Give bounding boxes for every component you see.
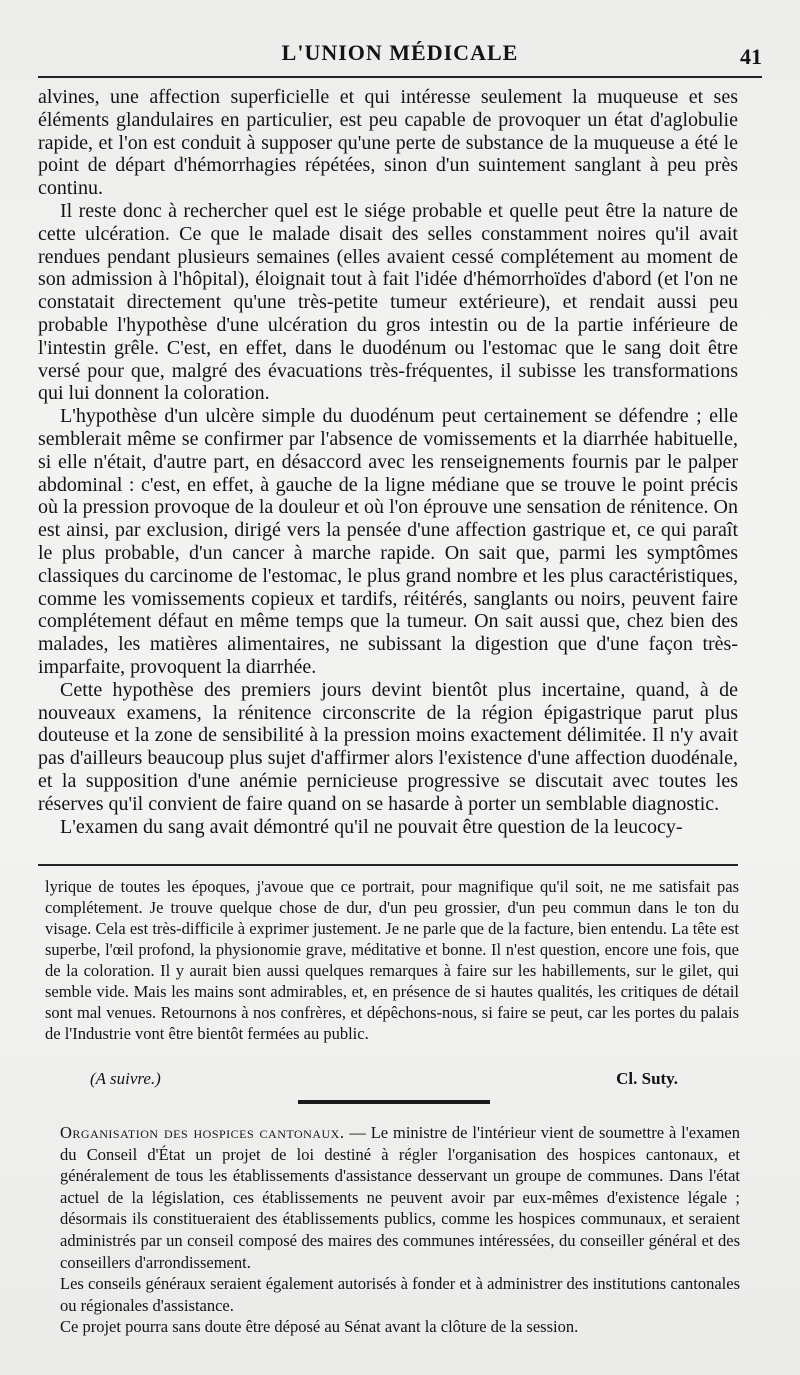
news-paragraph: Ce projet pourra sans doute être déposé au Sénat avant la clôture de la session. bbox=[60, 1317, 579, 1337]
feuilleton-rule bbox=[38, 864, 738, 866]
running-title: L'UNION MÉDICALE bbox=[281, 40, 519, 65]
paragraph: L'examen du sang avait démontré qu'il ne pouvait être question de la leucocy- bbox=[60, 815, 683, 838]
paragraph: alvines, une affection superficielle et qui intéresse seulement la muqueuse et ses éléments glandulaires en particulier, est peu capable de provoquer un état d'aglobulie rapide, et l'on est conduit à supposer qu'une perte de substance de la muqueuse a été le point de départ d'hémorrhagies répétées, sinon d'un suintement sanglant à peu près continu. bbox=[38, 86, 738, 200]
header-rule bbox=[38, 76, 762, 78]
page-number: 41 bbox=[740, 44, 762, 69]
news-item bbox=[60, 1122, 740, 1338]
news-body: — Le ministre de l'intérieur vient de soumettre à l'examen du Conseil d'État un projet de loi destiné à régler l'organisation des hospices cantonaux, et généralement de tous les établissements d'assistance desservant un groupe de communes. Dans l'état actuel de la législation, ces établissements ne peuvent avoir par eux-mêmes d'existence légale ; désormais ils constitueraient des établissements publics, comme les hospices communaux, et seraient administrés par un conseil composé des maires des communes intéressées, du conseiller général et des conseillers d'arrondissement. bbox=[60, 1123, 740, 1272]
paragraph: Cette hypothèse des premiers jours devint bientôt plus incertaine, quand, à de nouveaux examens, la rénitence circonscrite de la région épigastrique parut plus douteuse et la zone de sensibilité à la pression moins exactement délimitée. Il n'y avait pas d'ailleurs beaucoup plus sujet d'affirmer alors l'existence d'une affection duodénale, et la supposition d'une anémie pernicieuse progressive se discutait avec toutes les réserves qu'il convient de faire quand on se hasarde à porter un semblable diagnostic. bbox=[38, 678, 738, 815]
paragraph: L'hypothèse d'un ulcère simple du duodénum peut certainement se défendre ; elle semblerait même se confirmer par l'absence de vomissements et la diarrhée habituelle, si elle n'était, d'autre part, en désaccord avec les renseignements fournis par le palper abdominal : c'est, en effet, à gauche de la ligne médiane que se trouve le point précis où la pression provoque de la douleur et où l'on éprouve une sensation de rénitence. On est ainsi, par exclusion, dirigé vers la pensée d'une affection gastrique et, ce qui paraît le plus probable, d'un cancer à marche rapide. On sait que, parmi les symptômes classiques du carcinome de l'estomac, le plus grand nombre et les plus caractéristiques, comme les vomissements copieux et tardifs, réitérés, sanglants ou noirs, peuvent faire complétement défaut en même temps que la tumeur. On sait aussi que, chez bien des malades, les matières alimentaires, ne subissant la digestion que d'une façon très-imparfaite, provoquent la diarrhée. bbox=[38, 405, 738, 678]
news-paragraph bbox=[60, 1122, 740, 1273]
main-article bbox=[38, 86, 738, 838]
feuilleton bbox=[45, 876, 739, 1044]
news-title: Organisation des hospices cantonaux. bbox=[60, 1123, 345, 1142]
section-divider bbox=[298, 1100, 490, 1104]
page-header bbox=[38, 40, 762, 70]
continuation-note: (A suivre.) bbox=[90, 1069, 161, 1088]
author-signature: Cl. Suty. bbox=[616, 1069, 678, 1088]
news-paragraph: Les conseils généraux seraient également autorisés à fonder et à administrer des institutions cantonales ou régionales d'assistance. bbox=[60, 1274, 740, 1315]
paragraph: Il reste donc à rechercher quel est le siége probable et quelle peut être la nature de cette ulcération. Ce que le malade disait des selles constamment noires qu'il avait rendues pendant plusieurs semaines (elles avaient cessé complétement au moment de son admission à l'hôpital), éloignait tout à fait l'idée d'hémorrhoïdes d'abord (et l'on ne constatait directement qu'une très-petite tumeur extérieure), et rendait aussi peu probable l'hypothèse d'une ulcération du gros intestin ou de la partie inférieure de l'intestin grêle. C'est, en effet, dans le duodénum ou l'estomac que le sang doit être versé pour que, malgré des évacuations très-fréquentes, il subisse les transformations qui lui donnent la coloration. bbox=[38, 199, 738, 405]
feuilleton-text: lyrique de toutes les époques, j'avoue que ce portrait, pour magnifique qu'il soit, ne me satisfait pas complétement. Je trouve quelque chose de dur, d'un peu grossier, d'un peu commun dans le ton du visage. Cela est très-difficile à exprimer justement. Je ne parle que de la facture, bien entendu. La tête est superbe, l'œil profond, la physionomie grave, méditative et bonne. Il n'est question, encore une fois, que de la coloration. Il y aurait bien aussi quelques remarques à faire sur les habillements, sur le gilet, qui semble vide. Mais les mains sont admirables, et, en présence de si hautes qualités, les critiques de détail sont mal venues. Retournons à nos confrères, et dépêchons-nous, si faire se peut, car les portes du palais de l'Industrie vont être bientôt fermées au public. bbox=[45, 877, 739, 1043]
